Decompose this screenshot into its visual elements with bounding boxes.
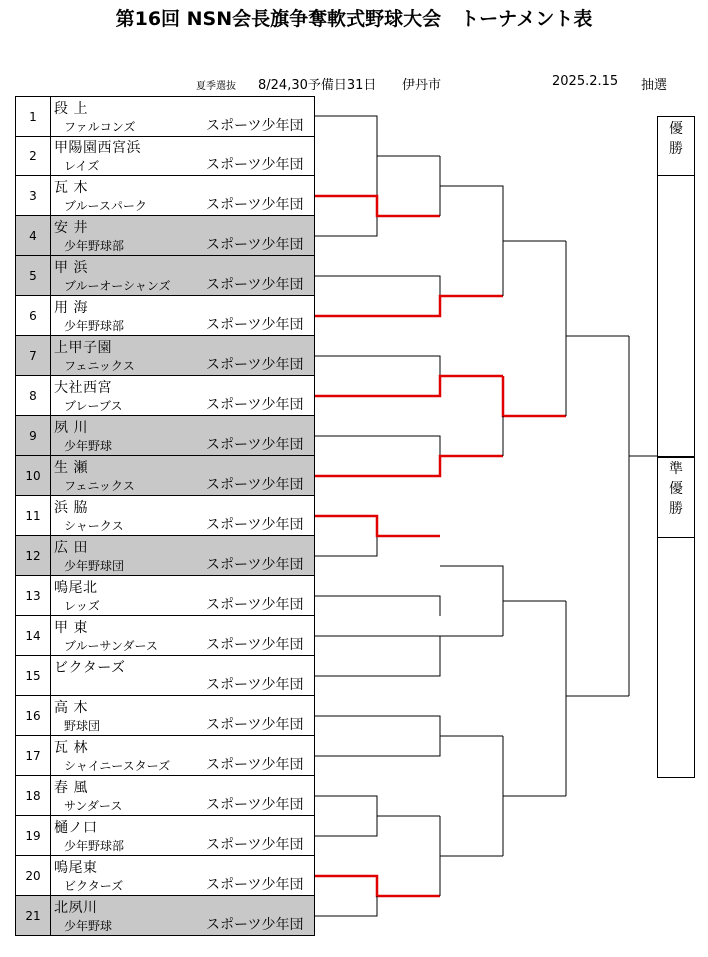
entry-subname: ブレーブス <box>64 399 123 413</box>
entry-number: 21 <box>16 896 51 935</box>
entry-number: 13 <box>16 576 51 615</box>
entry-number: 4 <box>16 216 51 255</box>
season-label: 夏季選抜 <box>196 81 236 92</box>
winner-line <box>315 516 440 536</box>
entry-team-type: スポーツ少年団 <box>206 397 304 413</box>
entry-number: 11 <box>16 496 51 535</box>
entry-subname: 少年野球部 <box>64 319 125 333</box>
bracket-line <box>315 636 503 676</box>
entry-team-type: スポーツ少年団 <box>206 357 304 373</box>
entry-name: 鳴尾北 <box>54 580 98 596</box>
bracket-line <box>315 896 377 916</box>
entry-subname: 野球団 <box>64 719 101 733</box>
entry-number: 9 <box>16 416 51 455</box>
entry-number: 8 <box>16 376 51 415</box>
schedule-dates: 8/24,30予備日31日 <box>258 78 377 93</box>
bracket-line <box>315 116 377 236</box>
entry-team-type: スポーツ少年団 <box>206 237 304 253</box>
winner-line <box>315 456 503 476</box>
entry-team-type: スポーツ少年団 <box>206 917 304 933</box>
runner-up-label: 準 優 勝 <box>658 457 694 538</box>
entry-team-type: スポーツ少年団 <box>206 757 304 773</box>
bracket-line <box>315 356 440 376</box>
entry-number: 15 <box>16 656 51 695</box>
entry-subname: 少年野球団 <box>64 559 125 573</box>
entry-name: 瓦 木 <box>54 180 88 196</box>
entry-subname: ビクターズ <box>64 879 124 893</box>
entry-team-type: スポーツ少年団 <box>206 517 304 533</box>
entry-name: 高 木 <box>54 700 88 716</box>
entry-team-type: スポーツ少年団 <box>206 597 304 613</box>
entry-number: 20 <box>16 856 51 895</box>
bracket-line <box>315 536 377 556</box>
entry-team-type: スポーツ少年団 <box>206 197 304 213</box>
entry-team-type: スポーツ少年団 <box>206 717 304 733</box>
entry-team-type: スポーツ少年団 <box>206 157 304 173</box>
bracket-line <box>315 436 440 456</box>
draw-label: 抽選 <box>641 78 668 93</box>
entry-number: 18 <box>16 776 51 815</box>
winner-line <box>315 876 440 896</box>
entry-subname: 少年野球部 <box>64 839 125 853</box>
entry-number: 16 <box>16 696 51 735</box>
entry-name: 生 瀬 <box>54 460 88 476</box>
entry-name: 夙 川 <box>54 420 88 436</box>
entry-number: 19 <box>16 816 51 855</box>
entry-name: 広 田 <box>54 540 88 556</box>
entry-subname: ブルースパーク <box>64 199 147 213</box>
entry-number: 3 <box>16 176 51 215</box>
bracket-line <box>440 566 503 636</box>
entry-number: 5 <box>16 256 51 295</box>
entry-team-type: スポーツ少年団 <box>206 637 304 653</box>
entry-name: 甲陽園西宮浜 <box>54 140 141 156</box>
winner-line <box>315 376 503 396</box>
entry-team-type: スポーツ少年団 <box>206 118 304 134</box>
entry-team-type: スポーツ少年団 <box>206 837 304 853</box>
page-title: 第16回 NSN会長旗争奪軟式野球大会 トーナメント表 <box>115 8 593 30</box>
entry-number: 10 <box>16 456 51 495</box>
entry-name: 浜 脇 <box>54 500 88 516</box>
entry-number: 14 <box>16 616 51 655</box>
bracket-line <box>315 716 440 756</box>
entry-team-type: スポーツ少年団 <box>206 677 304 693</box>
entry-subname: フェニックス <box>64 359 135 373</box>
entry-subname: 少年野球 <box>64 919 113 933</box>
venue: 伊丹市 <box>402 78 442 93</box>
entry-team-type: スポーツ少年団 <box>206 277 304 293</box>
entry-name: 瓦 林 <box>54 740 88 756</box>
entry-name: 安 井 <box>54 220 88 236</box>
entry-number: 7 <box>16 336 51 375</box>
bracket-line <box>440 186 503 296</box>
entry-name: 甲 東 <box>54 620 88 636</box>
entry-name: 用 海 <box>54 300 88 316</box>
entry-subname: ブルーサンダース <box>64 639 158 653</box>
winner-line <box>503 376 566 416</box>
champion-label: 優 勝 <box>658 117 694 176</box>
entry-subname: シャークス <box>64 519 124 533</box>
entry-number: 1 <box>16 97 51 136</box>
entry-name: 鳴尾東 <box>54 860 98 876</box>
entry-name: 春 風 <box>54 780 88 796</box>
entry-name: ビクターズ <box>54 660 126 676</box>
winner-line <box>315 296 503 316</box>
bracket-line <box>315 276 440 316</box>
entry-team-type: スポーツ少年団 <box>206 437 304 453</box>
bracket-line <box>315 596 440 616</box>
entry-subname: ブルーオーシャンズ <box>64 279 171 293</box>
entry-team-type: スポーツ少年団 <box>206 317 304 333</box>
entry-subname: 少年野球 <box>64 439 113 453</box>
entry-subname: レイズ <box>64 159 100 173</box>
entry-number: 2 <box>16 136 51 175</box>
entry-number: 17 <box>16 736 51 775</box>
entry-subname: シャイニースターズ <box>64 759 171 773</box>
entry-number: 6 <box>16 296 51 335</box>
entry-team-type: スポーツ少年団 <box>206 557 304 573</box>
winner-line <box>315 196 440 216</box>
entry-team-type: スポーツ少年団 <box>206 797 304 813</box>
draw-date: 2025.2.15 <box>552 74 619 89</box>
bracket-line <box>315 796 377 836</box>
entry-subname: サンダース <box>64 799 123 813</box>
entry-name: 北夙川 <box>54 900 98 916</box>
entry-subname: ファルコンズ <box>64 120 136 134</box>
entry-subname: レッズ <box>64 599 100 613</box>
entry-name: 甲 浜 <box>54 260 88 276</box>
entry-team-type: スポーツ少年団 <box>206 477 304 493</box>
entry-name: 上甲子園 <box>54 340 112 356</box>
entry-number: 12 <box>16 536 51 575</box>
entry-subname: フェニックス <box>64 479 135 493</box>
entry-name: 段 上 <box>54 101 88 117</box>
entry-name: 樋ノ口 <box>54 820 98 836</box>
entry-subname: 少年野球部 <box>64 239 125 253</box>
entry-name: 大社西宮 <box>54 380 112 396</box>
entry-team-type: スポーツ少年団 <box>206 877 304 893</box>
